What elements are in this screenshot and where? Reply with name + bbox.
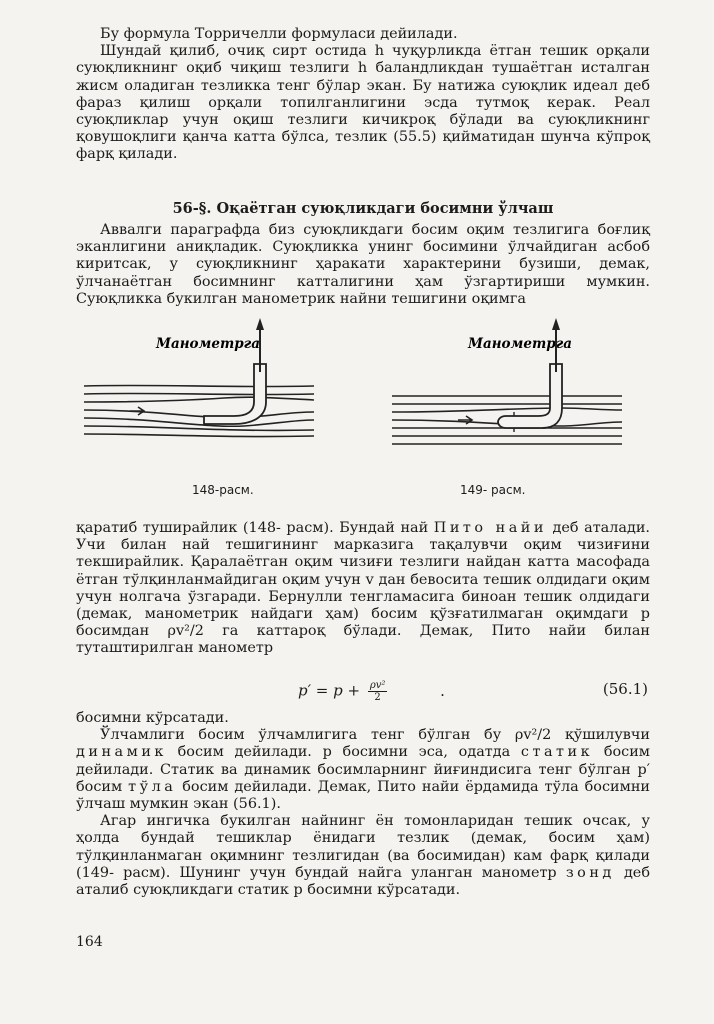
fig148-caption-num: 148- — [192, 483, 220, 497]
after-p1-c: босим дейилади. Статик ва динамик босимларнинг йиғиндисига тенг бўлган p′ босим — [76, 744, 650, 795]
full-term: тўла — [128, 778, 177, 795]
section-text — [76, 222, 650, 308]
equation-number: (56.1) — [602, 680, 648, 698]
body-p1-part-b: деб аталади. Учи билан най тешигининг марказига тақалувчи оқим чизиғини текширайлик. Қаралаётган оқим чизиғи тезлиги найдан катта масофада ётган тўлқинланмайдиган оқим учун v дан бевосита тешик олдидаги оқим учун нолгача ўзгаради. Бернулли тенгламасига биноан тешик олдидаги (демак, манометрик найдаги ҳам) босим қўзғатилмаган оқимдаги p босимдан ρv²/2 га каттароқ бўлади. Демак, Пито найи билан туташтирилган манометр — [76, 520, 650, 657]
fig148-gauge-arrow-head — [256, 318, 264, 330]
equation-expression — [298, 680, 445, 703]
after-equation-text — [76, 710, 650, 899]
equation-numerator: ρv² — [369, 680, 386, 691]
body-p1-part-a: қаратиб туширайлик (148- расм). Бундай най — [76, 520, 434, 536]
figure-148-pitot-tube-diagram — [74, 312, 324, 462]
fig148-flow-lines — [84, 385, 314, 436]
intro-text — [76, 26, 650, 164]
figure-149-static-probe-diagram — [382, 312, 632, 462]
fig148-caption — [192, 483, 254, 497]
after-p2-b: деб аталиб суюқликдаги статик p босимни кўрсатади. — [76, 864, 650, 899]
after-p1-b: босим дейилади. p босимни эса, одатда — [166, 744, 521, 761]
body-text — [76, 520, 650, 658]
page-number: 164 — [76, 934, 103, 950]
equation-denominator: 2 — [374, 692, 381, 703]
equation-56-1 — [76, 676, 650, 706]
pitot-tube-term: Пито найи — [433, 520, 547, 536]
fig148-flow-arrow — [130, 407, 144, 415]
fig149-caption: 149- расм. — [460, 483, 526, 497]
equation-dot: . — [440, 681, 445, 700]
fig149-gauge-arrow-head — [552, 318, 560, 330]
intro-paragraph-1: Бу формула Торричелли формуласи дейилади. — [100, 26, 458, 42]
figure-148 — [74, 312, 324, 462]
probe-term: зонд — [565, 864, 615, 881]
dynamic-term: динамик — [76, 744, 167, 761]
fig148-gauge-label: Манометрга — [156, 336, 261, 352]
intro-paragraph-2: Шундай қилиб, очиқ сирт остида h чуқурликда ётган тешик орқали суюқликнинг оқиб чиқиш тезлиги h баландликдан тушаётган исталган жисм оладиган тезликка тенг бўлар экан. Бу натижа суюқлик идеал деб фараз қилиш орқали топилганлигини эсда тутмоқ керак. Реал суюқликлар учун оқиш тезлиги кичикроқ бўлади ва суюқликнинг қовушоқлиги қанча катта бўлса, тезлик (55.5) қийматидан шунча кўпроқ фарқ қилади. — [76, 43, 650, 163]
section-paragraph-1: Аввалги параграфда биз суюқликдаги босим оқим тезлигига боғлиқ эканлигини аниқладик. Суюқликка унинг босимини ўлчайдиган асбоб киритсак, у суюқликнинг ҳаракати характерини бузиши, демак, ўлчанаётган босимнинг катталигини ҳам ўзгартириши мумкин. Суюқликка букилган манометрик найни тешигини оқимга — [76, 222, 650, 307]
fig148-caption-word: расм. — [219, 483, 254, 497]
body-paragraph-1 — [76, 520, 650, 658]
after-p2-a: Агар ингичка букилган найнинг ён томонларидан тешик очсак, у ҳолда бундай тешиклар ёнидаги тезлик (демак, босим ҳам) тўлқинланмаган оқимнинг тезлигидан (ва босимидан) кам фарқ қилади (149- расм). Шунинг учун бундай найга уланган манометр — [76, 813, 650, 881]
after-p1-a: Ўлчамлиги босим ўлчамлигига тенг бўлган бу ρv²/2 қўшилувчи — [100, 727, 650, 744]
fig149-gauge-label: Манометрга — [468, 336, 573, 352]
equation-fraction — [368, 680, 388, 703]
section-heading: 56-§. Оқаётган суюқликдаги босимни ўлчаш — [172, 200, 554, 217]
after-paragraph-2 — [76, 813, 650, 899]
after-paragraph-1 — [76, 727, 650, 813]
static-term: статик — [520, 744, 594, 761]
after-p1-d: босим дейилади. Демак, Пито найи ёрдамида тўла босимни ўлчаш мумкин экан (56.1). — [76, 778, 651, 813]
figure-149 — [382, 312, 632, 462]
after-paragraph-0: босимни кўрсатади. — [76, 710, 229, 726]
equation-lhs: p′ = p + — [298, 681, 361, 700]
